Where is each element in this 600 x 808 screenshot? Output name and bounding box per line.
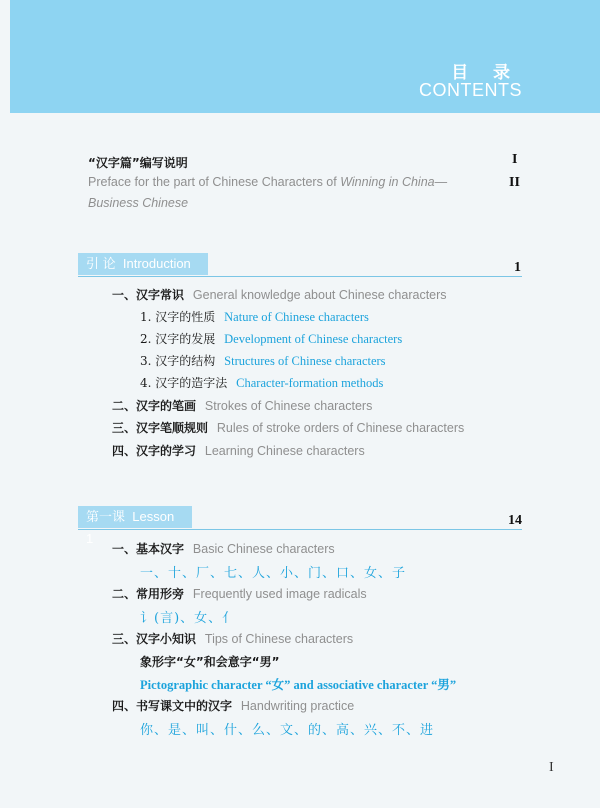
toc-item[interactable] xyxy=(112,286,447,304)
toc-item-cn: 一、汉字常识 xyxy=(112,288,185,302)
toc-item-cn: 二、常用形旁 xyxy=(112,587,185,601)
toc-item-cn: 一、基本汉字 xyxy=(112,542,185,556)
toc-item[interactable] xyxy=(112,540,335,558)
toc-subitem-en: Character-formation methods xyxy=(236,376,384,390)
intro-tab-en: Introduction xyxy=(122,256,191,271)
preface-cn-link[interactable]: “汉字篇”编写说明 xyxy=(88,156,188,170)
section-tab-lesson-1[interactable] xyxy=(78,506,192,546)
preface-en-line2 xyxy=(88,196,188,210)
toc-item-cn: 三、汉字笔顺规则 xyxy=(112,421,209,435)
toc-item-en: Learning Chinese characters xyxy=(204,444,365,458)
toc-item[interactable] xyxy=(112,397,372,415)
preface-en-link[interactable] xyxy=(88,175,447,189)
toc-item-cn: 二、汉字的笔画 xyxy=(112,399,197,413)
toc-subitem-cn: 2. 汉字的发展 xyxy=(140,332,216,346)
preface-en-italic-2: Business Chinese xyxy=(88,196,189,210)
tips-cn-subitem[interactable]: 象形字“女”和会意字“男” xyxy=(140,655,280,669)
image-radicals: 讠(言)、女、亻 xyxy=(140,611,237,626)
toc-item[interactable] xyxy=(112,630,353,648)
toc-item-en: Strokes of Chinese characters xyxy=(204,399,373,413)
lesson1-page: 14 xyxy=(508,513,522,528)
toc-item-en: Rules of stroke orders of Chinese characters xyxy=(216,421,465,435)
toc-subitem[interactable] xyxy=(140,352,386,370)
toc-subitem[interactable] xyxy=(140,374,383,392)
toc-item-en: Frequently used image radicals xyxy=(192,587,367,601)
contents-title-cn: 目 录 xyxy=(451,63,520,82)
toc-subitem-cn: 3. 汉字的结构 xyxy=(140,354,216,368)
toc-item-en: Tips of Chinese characters xyxy=(204,632,354,646)
preface-en-text: Preface for the part of Chinese Characters of xyxy=(88,175,341,189)
section-tab-introduction[interactable] xyxy=(78,253,208,275)
toc-item-cn: 四、汉字的学习 xyxy=(112,444,197,458)
toc-item[interactable] xyxy=(112,419,464,437)
intro-tab-cn: 引 论 xyxy=(86,256,116,271)
toc-item[interactable] xyxy=(112,442,365,460)
toc-item-en: Basic Chinese characters xyxy=(192,542,335,556)
toc-subitem-en: Development of Chinese characters xyxy=(224,332,403,346)
toc-subitem[interactable] xyxy=(140,308,369,326)
preface-cn-page: I xyxy=(512,152,518,167)
toc-item-cn: 三、汉字小知识 xyxy=(112,632,197,646)
section-divider xyxy=(78,529,522,530)
toc-subitem[interactable] xyxy=(140,330,402,348)
toc-subitem-cn: 4. 汉字的造字法 xyxy=(140,376,228,390)
toc-item[interactable] xyxy=(112,697,354,715)
toc-subitem-cn: 1. 汉字的性质 xyxy=(140,310,216,324)
toc-item-en: Handwriting practice xyxy=(240,699,355,713)
footer-page-mark: I xyxy=(549,760,554,775)
section-divider xyxy=(78,276,522,277)
practice-characters: 你、是、叫、什、么、文、的、高、兴、不、进 xyxy=(140,723,435,738)
basic-characters: 一、十、厂、七、人、小、门、口、女、子 xyxy=(140,566,407,581)
lesson1-tab-cn: 第一课 xyxy=(86,509,126,524)
toc-item-cn: 四、书写课文中的汉字 xyxy=(112,699,233,713)
toc-subitem-en: Structures of Chinese characters xyxy=(224,354,386,368)
intro-page: 1 xyxy=(514,260,521,275)
preface-en-italic: Winning in China— xyxy=(340,175,448,189)
preface-en-page: II xyxy=(509,175,520,190)
toc-subitem-en: Nature of Chinese characters xyxy=(224,310,369,324)
tips-en-subitem[interactable]: Pictographic character “女” and associative character “男” xyxy=(140,678,457,692)
contents-title-en: CONTENTS xyxy=(419,80,522,100)
toc-item[interactable] xyxy=(112,585,367,603)
toc-item-en: General knowledge about Chinese characters xyxy=(192,288,447,302)
lesson1-tab-en: Lesson 1 xyxy=(86,509,175,546)
